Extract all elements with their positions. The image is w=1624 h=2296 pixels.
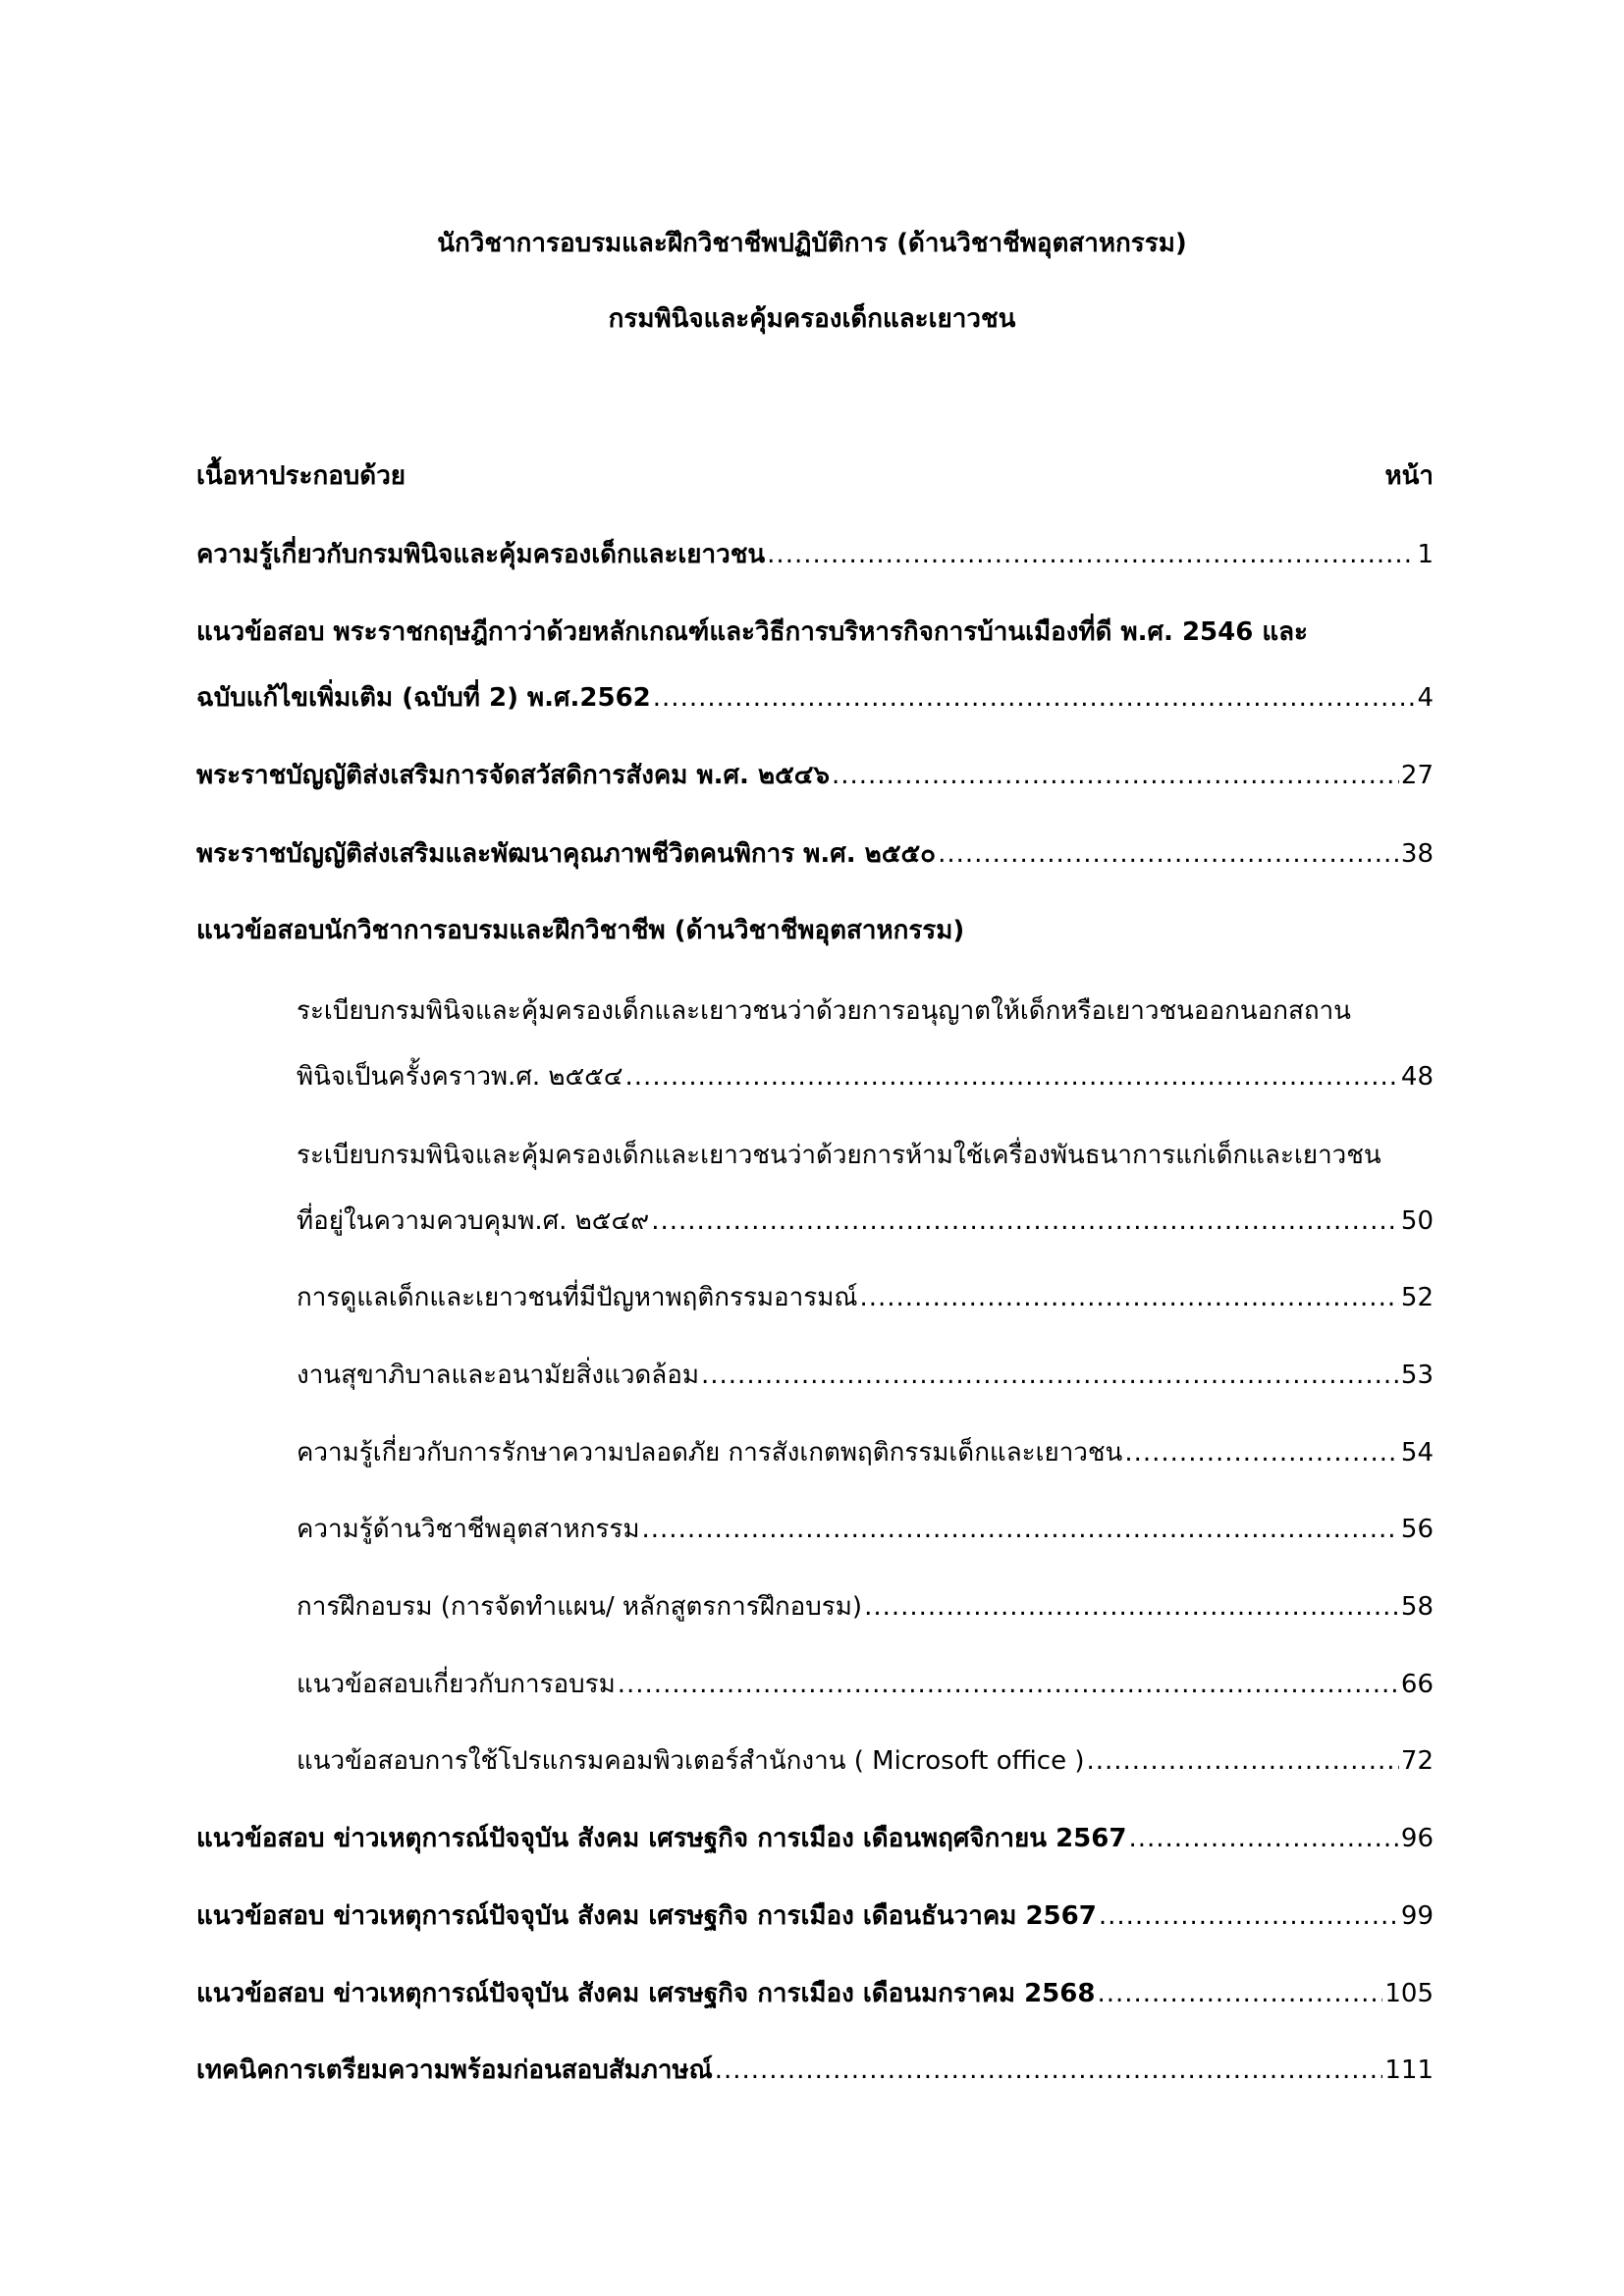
toc-entry-8 bbox=[196, 2051, 1434, 2090]
toc-leader-dots bbox=[938, 834, 1399, 874]
toc-entry-1 bbox=[196, 535, 1434, 574]
toc-entry-page: 99 bbox=[1400, 1901, 1434, 1931]
toc-entry-label: ฉบับแก้ไขเพิ่มเติม (ฉบับที่ 2) พ.ศ.2562 bbox=[196, 683, 651, 713]
toc-entry-label: ที่อยู่ในความควบคุมพ.ศ. ๒๕๔๙ bbox=[297, 1206, 650, 1236]
toc-leader-dots bbox=[651, 1201, 1399, 1241]
toc-sub-8 bbox=[297, 1665, 1434, 1704]
toc-leader-dots bbox=[859, 1278, 1398, 1317]
toc-entry-7 bbox=[196, 1974, 1434, 2013]
toc-sub-6 bbox=[297, 1510, 1434, 1549]
toc-leader-dots bbox=[653, 678, 1416, 718]
toc-entry-page: 52 bbox=[1400, 1283, 1434, 1312]
toc-entry-page: 27 bbox=[1400, 761, 1434, 790]
toc-entry-label: แนวข้อสอบการใช้โปรแกรมคอมพิวเตอร์สำนักงาน ( Microsoft office ) bbox=[297, 1746, 1085, 1776]
toc-entry-label: แนวข้อสอบ ข่าวเหตุการณ์ปัจจุบัน สังคม เศรษฐกิจ การเมือง เดือนพฤศจิกายน 2567 bbox=[196, 1824, 1127, 1853]
toc-entry-label: พระราชบัญญัติส่งเสริมและพัฒนาคุณภาพชีวิตคนพิการ พ.ศ. ๒๕๕๐ bbox=[196, 839, 937, 869]
toc-sub-5 bbox=[297, 1433, 1434, 1472]
toc-sub-9 bbox=[297, 1741, 1434, 1781]
toc-entry-page: 4 bbox=[1417, 683, 1434, 713]
toc-entry-page: 66 bbox=[1400, 1670, 1434, 1699]
toc-leader-dots bbox=[618, 1665, 1399, 1704]
toc-header bbox=[196, 456, 1434, 496]
toc-entry-4 bbox=[196, 834, 1434, 874]
toc-entry-page: 96 bbox=[1400, 1824, 1434, 1853]
toc-entry-label: ความรู้ด้านวิชาชีพอุตสาหกรรม bbox=[297, 1515, 640, 1544]
toc-entry-label: พระราชบัญญัติส่งเสริมการจัดสวัสดิการสังคม พ.ศ. ๒๕๔๖ bbox=[196, 761, 830, 790]
document-title-line2: กรมพินิจและคุ้มครองเด็กและเยาวชน bbox=[608, 304, 1016, 334]
toc-leader-dots bbox=[701, 1356, 1399, 1395]
toc-leader-dots bbox=[767, 535, 1415, 574]
toc-entry-label: การฝึกอบรม (การจัดทำแผน/ หลักสูตรการฝึกอบรม) bbox=[297, 1592, 863, 1622]
toc-sub-7 bbox=[297, 1587, 1434, 1627]
toc-entry-3 bbox=[196, 756, 1434, 795]
toc-entry-label: แนวข้อสอบเกี่ยวกับการอบรม bbox=[297, 1670, 616, 1699]
toc-entry-page: 58 bbox=[1400, 1592, 1434, 1622]
toc-entry-page: 105 bbox=[1384, 1979, 1434, 2008]
toc-leader-dots bbox=[1097, 1974, 1382, 2013]
toc-leader-dots bbox=[832, 756, 1399, 795]
toc-sub-4 bbox=[297, 1356, 1434, 1395]
toc-entry-page: 56 bbox=[1400, 1515, 1434, 1544]
document-title-line1: นักวิชาการอบรมและฝึกวิชาชีพปฏิบัติการ (ด้านวิชาชีพอุตสาหกรรม) bbox=[437, 229, 1187, 258]
toc-header-page: หน้า bbox=[1384, 461, 1434, 491]
toc-entry-2-line1: แนวข้อสอบ พระราชกฤษฎีกาว่าด้วยหลักเกณฑ์และวิธีการบริหารกิจการบ้านเมืองที่ดี พ.ศ. 2546 และ bbox=[196, 617, 1309, 647]
toc-leader-dots bbox=[1124, 1433, 1399, 1472]
toc-leader-dots bbox=[642, 1510, 1399, 1549]
toc-header-label: เนื้อหาประกอบด้วย bbox=[196, 461, 406, 491]
toc-sub-1 bbox=[297, 1057, 1434, 1096]
toc-sub-2 bbox=[297, 1201, 1434, 1241]
toc-sub-1-line1: ระเบียบกรมพินิจและคุ้มครองเด็กและเยาวชนว่าด้วยการอนุญาตให้เด็กหรือเยาวชนออกนอกสถาน bbox=[297, 996, 1351, 1026]
toc-entry-label: การดูแลเด็กและเยาวชนที่มีปัญหาพฤติกรรมอารมณ์ bbox=[297, 1283, 858, 1312]
toc-entry-page: 1 bbox=[1417, 540, 1434, 569]
toc-entry-page: 72 bbox=[1400, 1746, 1434, 1776]
toc-entry-label: ความรู้เกี่ยวกับกรมพินิจและคุ้มครองเด็กและเยาวชน bbox=[196, 540, 766, 569]
toc-leader-dots bbox=[715, 2051, 1383, 2090]
toc-entry-6 bbox=[196, 1896, 1434, 1936]
toc-section-heading: แนวข้อสอบนักวิชาการอบรมและฝึกวิชาชีพ (ด้านวิชาชีพอุตสาหกรรม) bbox=[196, 916, 965, 945]
toc-entry-label: พินิจเป็นครั้งคราวพ.ศ. ๒๕๕๔ bbox=[297, 1062, 623, 1092]
toc-entry-label: งานสุขาภิบาลและอนามัยสิ่งแวดล้อม bbox=[297, 1361, 699, 1390]
toc-leader-dots bbox=[1128, 1819, 1398, 1858]
toc-entry-label: แนวข้อสอบ ข่าวเหตุการณ์ปัจจุบัน สังคม เศรษฐกิจ การเมือง เดือนธันวาคม 2567 bbox=[196, 1901, 1097, 1931]
toc-entry-label: เทคนิคการเตรียมความพร้อมก่อนสอบสัมภาษณ์ bbox=[196, 2056, 713, 2085]
toc-leader-dots bbox=[1099, 1896, 1399, 1936]
toc-entry-page: 48 bbox=[1400, 1062, 1434, 1092]
toc-entry-2 bbox=[196, 678, 1434, 718]
toc-entry-page: 38 bbox=[1400, 839, 1434, 869]
toc-entry-page: 50 bbox=[1400, 1206, 1434, 1236]
toc-leader-dots bbox=[1086, 1741, 1398, 1781]
toc-leader-dots bbox=[625, 1057, 1399, 1096]
toc-entry-5 bbox=[196, 1819, 1434, 1858]
toc-sub-2-line1: ระเบียบกรมพินิจและคุ้มครองเด็กและเยาวชนว่าด้วยการห้ามใช้เครื่องพันธนาการแก่เด็กและเยาวชน bbox=[297, 1141, 1381, 1170]
toc-leader-dots bbox=[864, 1587, 1399, 1627]
toc-entry-page: 54 bbox=[1400, 1438, 1434, 1468]
toc-entry-label: แนวข้อสอบ ข่าวเหตุการณ์ปัจจุบัน สังคม เศรษฐกิจ การเมือง เดือนมกราคม 2568 bbox=[196, 1979, 1096, 2008]
toc-sub-3 bbox=[297, 1278, 1434, 1317]
toc-entry-page: 53 bbox=[1400, 1361, 1434, 1390]
toc-entry-label: ความรู้เกี่ยวกับการรักษาความปลอดภัย การสังเกตพฤติกรรมเด็กและเยาวชน bbox=[297, 1438, 1123, 1468]
toc-entry-page: 111 bbox=[1384, 2056, 1434, 2085]
